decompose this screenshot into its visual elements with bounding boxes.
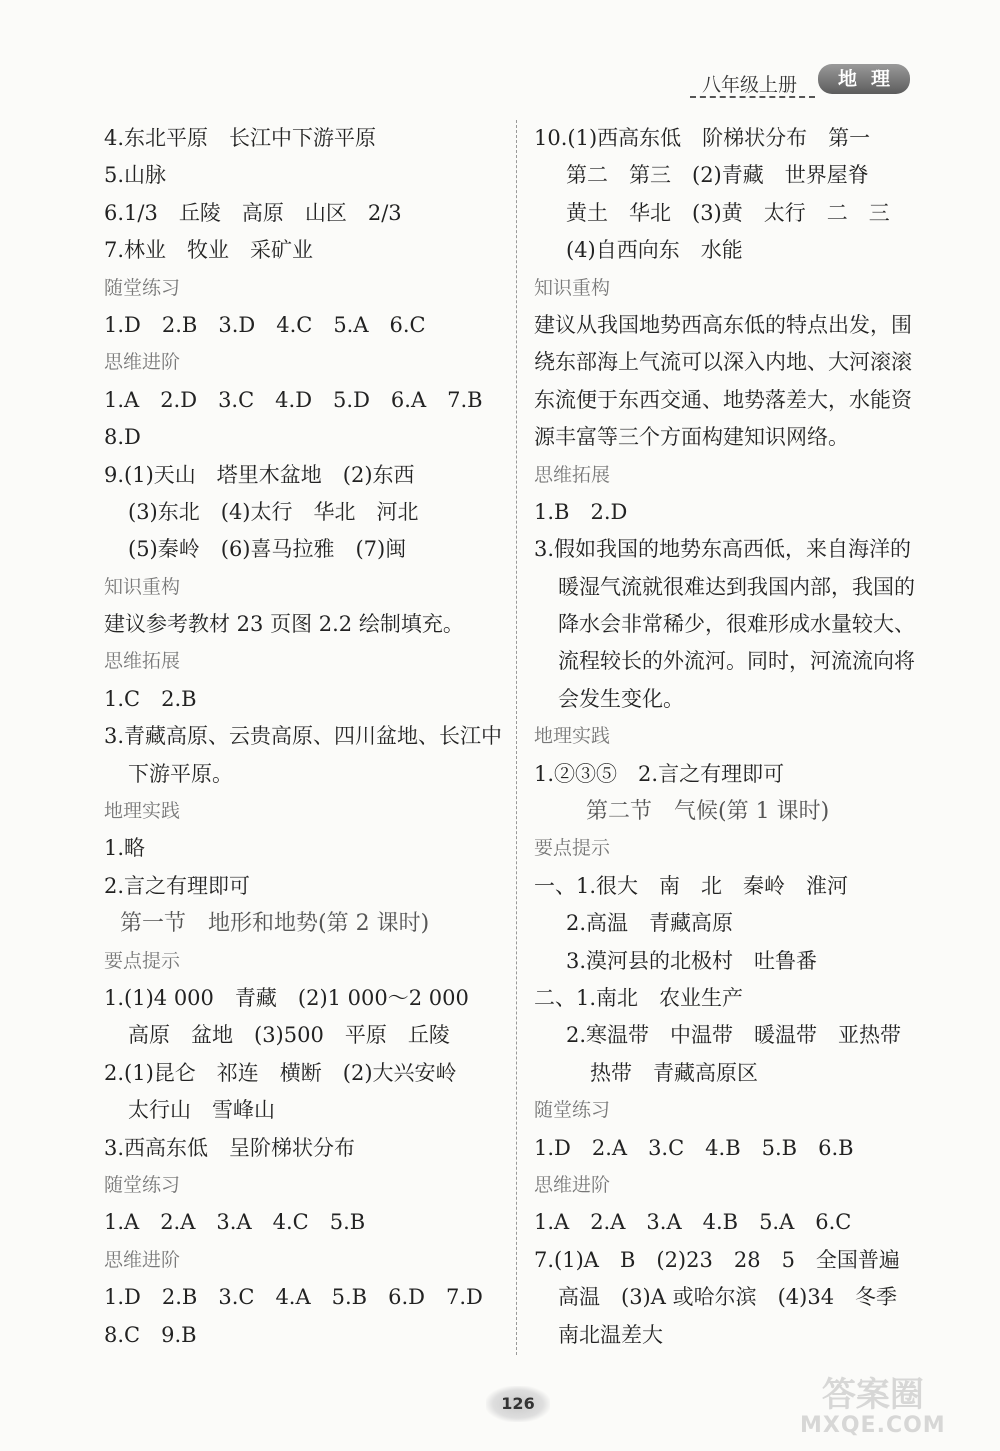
lesson-title: 第二节 气候(第 1 课时)	[586, 799, 830, 825]
answer-line: 7.(1)A B (2)23 28 5 全国普遍	[534, 1247, 900, 1272]
answer-line: 第二 第三 (2)青藏 世界屋脊	[566, 163, 869, 188]
section-heading: 要点提示	[104, 949, 181, 972]
answer-line: 10.(1)西高东低 阶梯状分布 第一	[534, 126, 871, 150]
answer-line: 5.山脉	[104, 163, 167, 188]
section-heading: 地理实践	[104, 800, 181, 823]
header-rule	[690, 96, 815, 98]
left-column	[104, 120, 504, 1354]
section-heading: 地理实践	[534, 725, 611, 748]
section-heading: 思维拓展	[104, 650, 181, 673]
answer-line: 1.B 2.D	[534, 499, 628, 524]
answer-line: 太行山 雪峰山	[128, 1098, 275, 1123]
answer-line: 3.青藏高原、云贵高原、四川盆地、长江中	[104, 724, 503, 749]
section-heading: 知识重构	[534, 276, 611, 299]
column-divider	[516, 120, 517, 1355]
watermark-url: MXQE.COM	[800, 1412, 946, 1438]
section-heading: 要点提示	[534, 837, 611, 860]
section-heading: 思维拓展	[534, 463, 611, 486]
answer-line: 3.漠河县的北极村 吐鲁番	[566, 948, 818, 973]
answer-line: 4.东北平原 长江中下游平原	[104, 126, 377, 150]
answer-line: 1.②③⑤ 2.言之有理即可	[534, 761, 785, 786]
answer-line: 一、1.很大 南 北 秦岭 淮河	[534, 873, 849, 898]
answer-line: 1.A 2.A 3.A 4.C 5.B	[104, 1210, 366, 1235]
answer-line: 2.高温 青藏高原	[566, 911, 734, 936]
answer-line: 黄土 华北 (3)黄 太行 二 三	[566, 200, 890, 225]
answer-line: 1.A 2.A 3.A 4.B 5.A 6.C	[534, 1210, 852, 1235]
answer-line: 下游平原。	[128, 761, 233, 786]
section-heading: 随堂练习	[104, 276, 181, 299]
section-heading: 思维进阶	[104, 351, 181, 374]
answer-line: 绕东部海上气流可以深入内地、大河滚滚	[534, 350, 912, 375]
answer-line: 暖湿气流就很难达到我国内部，我国的	[558, 574, 915, 599]
answer-line: 热带 青藏高原区	[590, 1060, 758, 1085]
page-header	[690, 60, 915, 102]
answer-line: 会发生变化。	[558, 686, 684, 711]
answer-line: 南北温差大	[558, 1322, 663, 1347]
answer-line: 3.西高东低 呈阶梯状分布	[104, 1135, 356, 1160]
answer-line: (3)东北 (4)太行 华北 河北	[128, 499, 419, 524]
answer-line: 东流便于东西交通、地势落差大，水能资	[534, 387, 912, 412]
answer-line: 9.(1)天山 塔里木盆地 (2)东西	[104, 462, 415, 487]
section-heading: 随堂练习	[534, 1099, 611, 1122]
subject-badge: 地理	[818, 64, 910, 94]
watermark-text: 答案圈	[821, 1375, 924, 1415]
answer-line: (4)自西向东 水能	[566, 238, 743, 263]
answer-line: 1.D 2.A 3.C 4.B 5.B 6.B	[534, 1135, 854, 1160]
answer-line: 7.林业 牧业 采矿业	[104, 238, 314, 263]
grade-label: 八年级上册	[702, 74, 798, 96]
answer-line: 二、1.南北 农业生产	[534, 985, 744, 1010]
answer-line: 2.言之有理即可	[104, 873, 251, 898]
answer-line: 降水会非常稀少，很难形成水量较大、	[558, 612, 915, 637]
page-number: 126	[486, 1386, 550, 1422]
answer-line: 8.C 9.B	[104, 1322, 197, 1347]
answer-line: 8.D	[104, 425, 141, 450]
answer-line: 建议参考教材 23 页图 2.2 绘制填充。	[104, 612, 464, 637]
section-heading: 思维进阶	[104, 1248, 181, 1271]
answer-line: 1.D 2.B 3.D 4.C 5.A 6.C	[104, 312, 426, 337]
answer-line: 1.A 2.D 3.C 4.D 5.D 6.A 7.B	[104, 387, 483, 412]
answer-line: 源丰富等三个方面构建知识网络。	[534, 425, 849, 450]
watermark-logo	[800, 1375, 946, 1438]
answer-line: 3.假如我国的地势东高西低，来自海洋的	[534, 537, 912, 562]
answer-line: 1.略	[104, 836, 146, 861]
answer-line: 流程较长的外流河。同时，河流流向将	[558, 649, 915, 674]
answer-line: 2.寒温带 中温带 暖温带 亚热带	[566, 1023, 902, 1048]
answer-line: 高原 盆地 (3)500 平原 丘陵	[128, 1023, 450, 1048]
answer-line: 2.(1)昆仑 祁连 横断 (2)大兴安岭	[104, 1060, 457, 1085]
answer-line: 1.C 2.B	[104, 686, 197, 711]
right-column	[534, 120, 934, 1354]
answer-line: 1.D 2.B 3.C 4.A 5.B 6.D 7.D	[104, 1285, 483, 1310]
section-heading: 知识重构	[104, 575, 181, 598]
answer-line: 6.1/3 丘陵 高原 山区 2/3	[104, 200, 402, 225]
answer-line: 建议从我国地势西高东低的特点出发，围	[534, 312, 912, 337]
section-heading: 思维进阶	[534, 1173, 611, 1196]
answer-line: 1.(1)4 000 青藏 (2)1 000～2 000	[104, 985, 469, 1010]
section-heading: 随堂练习	[104, 1173, 181, 1196]
answer-line: 高温 (3)A 或哈尔滨 (4)34 冬季	[558, 1285, 898, 1310]
lesson-title: 第一节 地形和地势(第 2 课时)	[120, 911, 430, 937]
answer-line: (5)秦岭 (6)喜马拉雅 (7)闽	[128, 537, 407, 562]
